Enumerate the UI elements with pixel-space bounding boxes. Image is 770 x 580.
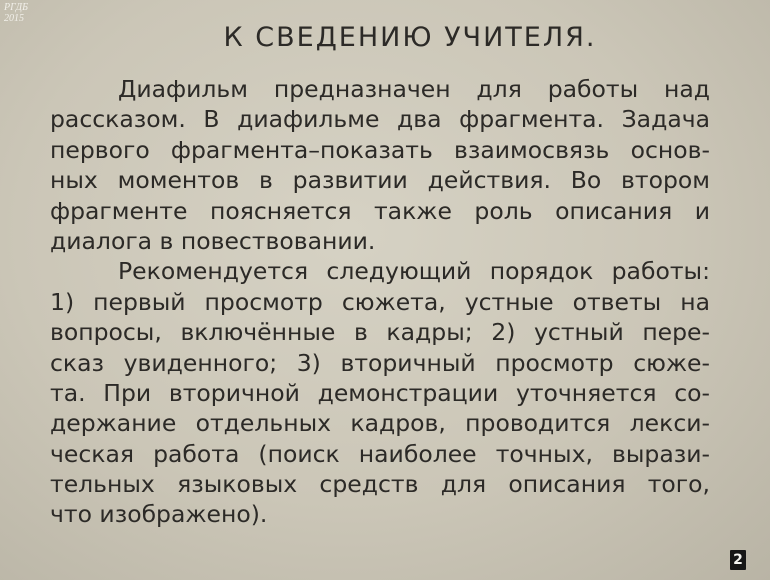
- paragraph-1-line: Диафильм предназначен для работы над: [118, 75, 710, 103]
- paragraph-2-line: вопросы, включённые в кадры; 2) устный пере-: [50, 318, 710, 347]
- paragraph-2-line: сказ увиденного; 3) вторичный просмотр сюже-: [50, 348, 710, 377]
- paragraph-2-line: держание отдельных кадров, проводится лекси-: [50, 409, 710, 438]
- paragraph-1-line: первого фрагмента–показать взаимосвязь основ-: [50, 135, 710, 164]
- watermark-line-1: РГДБ: [4, 2, 29, 13]
- body-text: [50, 74, 710, 530]
- watermark-line-2: 2015: [4, 13, 24, 24]
- paragraph-2-line: тельных языковых средств для описания того,: [50, 470, 710, 499]
- paragraph-2-line: 1) первый просмотр сюжета, устные ответы на: [50, 287, 710, 316]
- paragraph-2-line: ческая работа (поиск наиболее точных, вырази-: [50, 439, 710, 468]
- watermark: [4, 2, 28, 24]
- paragraph-1-line: ных моментов в развитии действия. Во втором: [50, 166, 710, 195]
- paragraph-2-line: та. При вторичной демонстрации уточняется со-: [50, 378, 710, 407]
- paragraph-1-line: фрагменте поясняется также роль описания и: [50, 196, 710, 225]
- paragraph-2-line: что изображено).: [50, 500, 268, 529]
- page-title: К СВЕДЕНИЮ УЧИТЕЛЯ.: [223, 22, 597, 53]
- paragraph-1-line: рассказом. В диафильме два фрагмента. Задача: [50, 105, 710, 134]
- paragraph-1-line: диалога в повествовании.: [50, 226, 376, 255]
- paragraph-2-line: Рекомендуется следующий порядок работы:: [118, 257, 710, 286]
- frame-number-badge: 2: [730, 550, 746, 570]
